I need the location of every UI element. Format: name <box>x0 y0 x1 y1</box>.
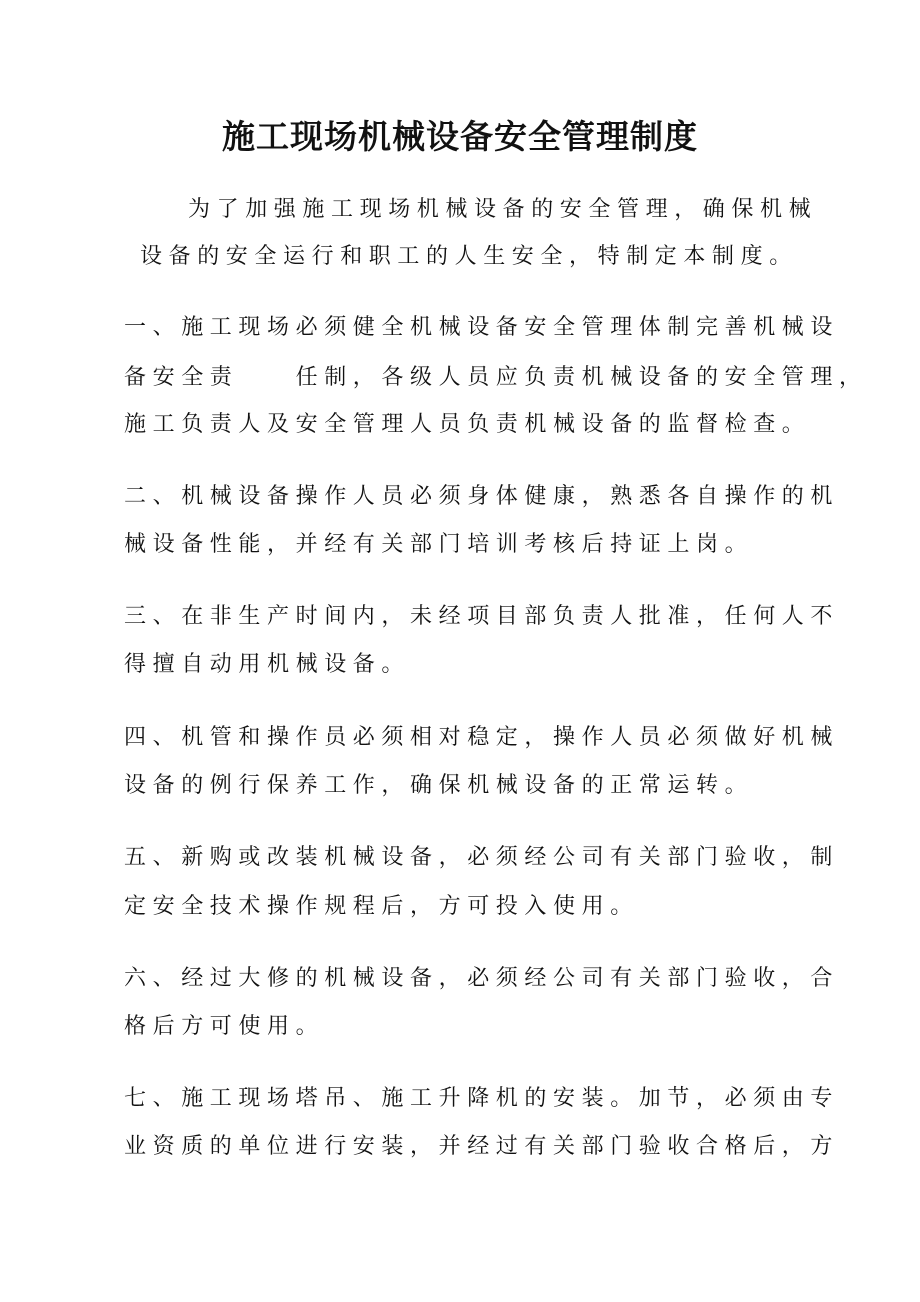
clause-2-line-2: 械设备性能，并经有关部门培训考核后持证上岗。 <box>124 532 754 557</box>
clause-2-line-1: 二、机械设备操作人员必须身体健康，熟悉各自操作的机 <box>124 484 840 509</box>
clause-1-line-2: 备安全责 任制，各级人员应负责机械设备的安全管理， <box>124 365 868 390</box>
clause-7-line-2: 业资质的单位进行安装，并经过有关部门验收合格后，方 <box>124 1134 840 1159</box>
clause-5-line-2: 定安全技术操作规程后，方可投入使用。 <box>124 894 639 919</box>
clause-3-line-2: 得擅自动用机械设备。 <box>124 652 411 677</box>
clause-3-line-1: 三、在非生产时间内，未经项目部负责人批准，任何人不 <box>124 604 840 629</box>
intro-paragraph-line-2: 设备的安全运行和职工的人生安全，特制定本制度。 <box>140 244 798 269</box>
clause-7-line-1: 七、施工现场塔吊、施工升降机的安装。加节，必须由专 <box>124 1086 840 1111</box>
clause-1-line-3: 施工负责人及安全管理人员负责机械设备的监督检查。 <box>124 412 811 437</box>
clause-5-line-1: 五、新购或改装机械设备，必须经公司有关部门验收，制 <box>124 845 840 870</box>
document-title: 施工现场机械设备安全管理制度 <box>222 117 698 156</box>
clause-1-line-1: 一、施工现场必须健全机械设备安全管理体制完善机械设 <box>124 315 840 340</box>
clause-6-line-2: 格后方可使用。 <box>124 1014 325 1039</box>
clause-6-line-1: 六、经过大修的机械设备，必须经公司有关部门验收，合 <box>124 966 840 991</box>
intro-paragraph-line-1: 为了加强施工现场机械设备的安全管理，确保机械 <box>188 197 818 222</box>
clause-4-line-1: 四、机管和操作员必须相对稳定，操作人员必须做好机械 <box>124 725 840 750</box>
clause-4-line-2: 设备的例行保养工作，确保机械设备的正常运转。 <box>124 773 754 798</box>
